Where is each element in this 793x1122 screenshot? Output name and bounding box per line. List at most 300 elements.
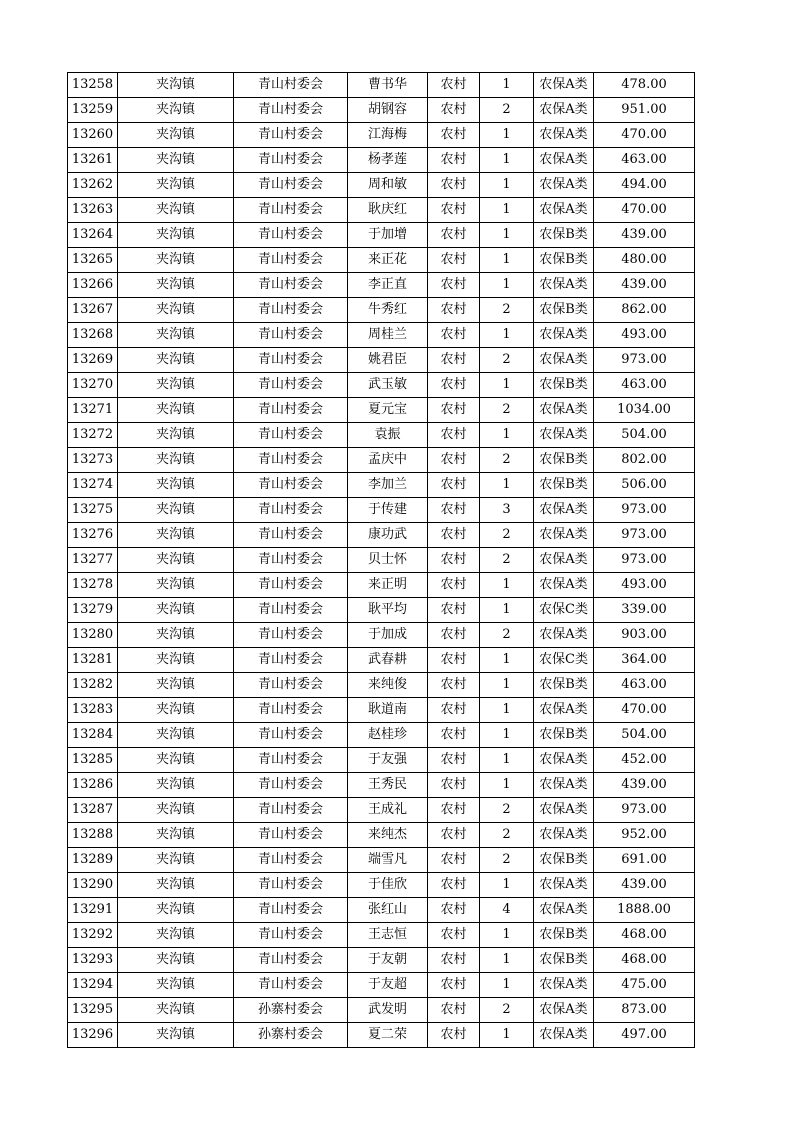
village-committee-cell: 孙寨村委会: [234, 1023, 348, 1048]
amount-cell: 470.00: [594, 123, 695, 148]
record-id-cell: 13296: [68, 1023, 118, 1048]
town-cell: 夹沟镇: [118, 998, 234, 1023]
record-id-cell: 13287: [68, 798, 118, 823]
village-committee-cell: 青山村委会: [234, 423, 348, 448]
table-row: [68, 498, 695, 523]
village-committee-cell: 青山村委会: [234, 498, 348, 523]
person-name-cell: 江海梅: [348, 123, 428, 148]
village-committee-cell: 青山村委会: [234, 723, 348, 748]
table-row: [68, 548, 695, 573]
amount-cell: 480.00: [594, 248, 695, 273]
person-name-cell: 牛秀红: [348, 298, 428, 323]
amount-cell: 504.00: [594, 423, 695, 448]
person-name-cell: 王成礼: [348, 798, 428, 823]
record-id-cell: 13295: [68, 998, 118, 1023]
household-type-cell: 农村: [428, 823, 480, 848]
village-committee-cell: 青山村委会: [234, 123, 348, 148]
village-committee-cell: 青山村委会: [234, 698, 348, 723]
record-id-cell: 13267: [68, 298, 118, 323]
amount-cell: 470.00: [594, 198, 695, 223]
village-committee-cell: 青山村委会: [234, 373, 348, 398]
village-committee-cell: 青山村委会: [234, 648, 348, 673]
insurance-class-cell: 农保A类: [534, 198, 594, 223]
household-type-cell: 农村: [428, 173, 480, 198]
amount-cell: 973.00: [594, 523, 695, 548]
amount-cell: 439.00: [594, 873, 695, 898]
town-cell: 夹沟镇: [118, 573, 234, 598]
person-name-cell: 武春耕: [348, 648, 428, 673]
person-name-cell: 于加增: [348, 223, 428, 248]
record-id-cell: 13293: [68, 948, 118, 973]
record-id-cell: 13262: [68, 173, 118, 198]
person-name-cell: 夏元宝: [348, 398, 428, 423]
village-committee-cell: 青山村委会: [234, 473, 348, 498]
member-count-cell: 1: [480, 748, 534, 773]
insurance-class-cell: 农保B类: [534, 248, 594, 273]
village-committee-cell: 青山村委会: [234, 873, 348, 898]
insurance-class-cell: 农保C类: [534, 648, 594, 673]
record-id-cell: 13278: [68, 573, 118, 598]
record-id-cell: 13275: [68, 498, 118, 523]
amount-cell: 903.00: [594, 623, 695, 648]
village-committee-cell: 青山村委会: [234, 623, 348, 648]
table-row: [68, 523, 695, 548]
record-id-cell: 13261: [68, 148, 118, 173]
amount-cell: 973.00: [594, 498, 695, 523]
person-name-cell: 曹书华: [348, 73, 428, 98]
record-id-cell: 13273: [68, 448, 118, 473]
town-cell: 夹沟镇: [118, 373, 234, 398]
household-type-cell: 农村: [428, 73, 480, 98]
records-table: [67, 72, 695, 1048]
record-id-cell: 13271: [68, 398, 118, 423]
town-cell: 夹沟镇: [118, 673, 234, 698]
amount-cell: 493.00: [594, 323, 695, 348]
records-table-body: [68, 73, 695, 1048]
amount-cell: 463.00: [594, 673, 695, 698]
village-committee-cell: 青山村委会: [234, 173, 348, 198]
town-cell: 夹沟镇: [118, 523, 234, 548]
member-count-cell: 1: [480, 123, 534, 148]
household-type-cell: 农村: [428, 898, 480, 923]
person-name-cell: 武玉敏: [348, 373, 428, 398]
insurance-class-cell: 农保A类: [534, 773, 594, 798]
table-row: [68, 123, 695, 148]
town-cell: 夹沟镇: [118, 973, 234, 998]
insurance-class-cell: 农保A类: [534, 998, 594, 1023]
town-cell: 夹沟镇: [118, 698, 234, 723]
household-type-cell: 农村: [428, 773, 480, 798]
record-id-cell: 13280: [68, 623, 118, 648]
member-count-cell: 1: [480, 973, 534, 998]
insurance-class-cell: 农保A类: [534, 698, 594, 723]
amount-cell: 691.00: [594, 848, 695, 873]
member-count-cell: 1: [480, 473, 534, 498]
amount-cell: 497.00: [594, 1023, 695, 1048]
household-type-cell: 农村: [428, 498, 480, 523]
household-type-cell: 农村: [428, 973, 480, 998]
table-row: [68, 373, 695, 398]
amount-cell: 873.00: [594, 998, 695, 1023]
household-type-cell: 农村: [428, 298, 480, 323]
person-name-cell: 耿庆红: [348, 198, 428, 223]
insurance-class-cell: 农保A类: [534, 348, 594, 373]
table-row: [68, 248, 695, 273]
table-row: [68, 648, 695, 673]
member-count-cell: 1: [480, 773, 534, 798]
person-name-cell: 于佳欣: [348, 873, 428, 898]
household-type-cell: 农村: [428, 473, 480, 498]
amount-cell: 802.00: [594, 448, 695, 473]
person-name-cell: 李正直: [348, 273, 428, 298]
member-count-cell: 1: [480, 223, 534, 248]
person-name-cell: 周和敏: [348, 173, 428, 198]
member-count-cell: 1: [480, 248, 534, 273]
table-row: [68, 673, 695, 698]
town-cell: 夹沟镇: [118, 398, 234, 423]
table-row: [68, 73, 695, 98]
village-committee-cell: 青山村委会: [234, 323, 348, 348]
member-count-cell: 1: [480, 73, 534, 98]
person-name-cell: 于友朝: [348, 948, 428, 973]
table-row: [68, 998, 695, 1023]
table-row: [68, 148, 695, 173]
record-id-cell: 13259: [68, 98, 118, 123]
household-type-cell: 农村: [428, 373, 480, 398]
town-cell: 夹沟镇: [118, 448, 234, 473]
town-cell: 夹沟镇: [118, 273, 234, 298]
village-committee-cell: 青山村委会: [234, 223, 348, 248]
record-id-cell: 13263: [68, 198, 118, 223]
insurance-class-cell: 农保A类: [534, 323, 594, 348]
insurance-class-cell: 农保A类: [534, 73, 594, 98]
household-type-cell: 农村: [428, 648, 480, 673]
household-type-cell: 农村: [428, 348, 480, 373]
town-cell: 夹沟镇: [118, 348, 234, 373]
member-count-cell: 1: [480, 948, 534, 973]
insurance-class-cell: 农保A类: [534, 98, 594, 123]
household-type-cell: 农村: [428, 323, 480, 348]
person-name-cell: 于传建: [348, 498, 428, 523]
member-count-cell: 2: [480, 798, 534, 823]
insurance-class-cell: 农保A类: [534, 523, 594, 548]
insurance-class-cell: 农保B类: [534, 298, 594, 323]
member-count-cell: 2: [480, 823, 534, 848]
table-row: [68, 273, 695, 298]
person-name-cell: 王志恒: [348, 923, 428, 948]
person-name-cell: 来正明: [348, 573, 428, 598]
record-id-cell: 13277: [68, 548, 118, 573]
member-count-cell: 1: [480, 923, 534, 948]
town-cell: 夹沟镇: [118, 123, 234, 148]
person-name-cell: 于友强: [348, 748, 428, 773]
table-row: [68, 448, 695, 473]
insurance-class-cell: 农保A类: [534, 173, 594, 198]
amount-cell: 463.00: [594, 148, 695, 173]
amount-cell: 862.00: [594, 298, 695, 323]
person-name-cell: 张红山: [348, 898, 428, 923]
member-count-cell: 2: [480, 448, 534, 473]
household-type-cell: 农村: [428, 598, 480, 623]
person-name-cell: 来正花: [348, 248, 428, 273]
table-row: [68, 948, 695, 973]
amount-cell: 439.00: [594, 773, 695, 798]
household-type-cell: 农村: [428, 398, 480, 423]
household-type-cell: 农村: [428, 948, 480, 973]
person-name-cell: 康功武: [348, 523, 428, 548]
table-row: [68, 173, 695, 198]
insurance-class-cell: 农保B类: [534, 673, 594, 698]
amount-cell: 1034.00: [594, 398, 695, 423]
member-count-cell: 1: [480, 148, 534, 173]
village-committee-cell: 孙寨村委会: [234, 998, 348, 1023]
insurance-class-cell: 农保A类: [534, 873, 594, 898]
amount-cell: 1888.00: [594, 898, 695, 923]
household-type-cell: 农村: [428, 848, 480, 873]
village-committee-cell: 青山村委会: [234, 398, 348, 423]
amount-cell: 494.00: [594, 173, 695, 198]
member-count-cell: 3: [480, 498, 534, 523]
table-row: [68, 848, 695, 873]
village-committee-cell: 青山村委会: [234, 548, 348, 573]
member-count-cell: 4: [480, 898, 534, 923]
member-count-cell: 1: [480, 698, 534, 723]
village-committee-cell: 青山村委会: [234, 448, 348, 473]
household-type-cell: 农村: [428, 923, 480, 948]
town-cell: 夹沟镇: [118, 73, 234, 98]
record-id-cell: 13279: [68, 598, 118, 623]
table-row: [68, 473, 695, 498]
table-row: [68, 798, 695, 823]
record-id-cell: 13264: [68, 223, 118, 248]
record-id-cell: 13265: [68, 248, 118, 273]
member-count-cell: 2: [480, 398, 534, 423]
village-committee-cell: 青山村委会: [234, 573, 348, 598]
amount-cell: 463.00: [594, 373, 695, 398]
amount-cell: 468.00: [594, 948, 695, 973]
insurance-class-cell: 农保B类: [534, 448, 594, 473]
person-name-cell: 王秀民: [348, 773, 428, 798]
household-type-cell: 农村: [428, 1023, 480, 1048]
member-count-cell: 2: [480, 298, 534, 323]
town-cell: 夹沟镇: [118, 148, 234, 173]
household-type-cell: 农村: [428, 148, 480, 173]
member-count-cell: 1: [480, 373, 534, 398]
town-cell: 夹沟镇: [118, 323, 234, 348]
record-id-cell: 13274: [68, 473, 118, 498]
member-count-cell: 2: [480, 998, 534, 1023]
table-row: [68, 398, 695, 423]
record-id-cell: 13292: [68, 923, 118, 948]
table-row: [68, 1023, 695, 1048]
amount-cell: 452.00: [594, 748, 695, 773]
amount-cell: 504.00: [594, 723, 695, 748]
table-row: [68, 723, 695, 748]
household-type-cell: 农村: [428, 423, 480, 448]
table-row: [68, 223, 695, 248]
town-cell: 夹沟镇: [118, 648, 234, 673]
household-type-cell: 农村: [428, 798, 480, 823]
town-cell: 夹沟镇: [118, 173, 234, 198]
person-name-cell: 杨孝莲: [348, 148, 428, 173]
member-count-cell: 2: [480, 848, 534, 873]
amount-cell: 475.00: [594, 973, 695, 998]
village-committee-cell: 青山村委会: [234, 348, 348, 373]
member-count-cell: 1: [480, 648, 534, 673]
table-row: [68, 773, 695, 798]
insurance-class-cell: 农保A类: [534, 423, 594, 448]
member-count-cell: 1: [480, 423, 534, 448]
person-name-cell: 赵桂珍: [348, 723, 428, 748]
amount-cell: 439.00: [594, 223, 695, 248]
insurance-class-cell: 农保B类: [534, 948, 594, 973]
town-cell: 夹沟镇: [118, 548, 234, 573]
table-row: [68, 198, 695, 223]
record-id-cell: 13270: [68, 373, 118, 398]
person-name-cell: 于友超: [348, 973, 428, 998]
household-type-cell: 农村: [428, 248, 480, 273]
village-committee-cell: 青山村委会: [234, 773, 348, 798]
village-committee-cell: 青山村委会: [234, 798, 348, 823]
insurance-class-cell: 农保A类: [534, 823, 594, 848]
town-cell: 夹沟镇: [118, 298, 234, 323]
record-id-cell: 13258: [68, 73, 118, 98]
person-name-cell: 姚君臣: [348, 348, 428, 373]
record-id-cell: 13281: [68, 648, 118, 673]
town-cell: 夹沟镇: [118, 848, 234, 873]
household-type-cell: 农村: [428, 223, 480, 248]
village-committee-cell: 青山村委会: [234, 273, 348, 298]
insurance-class-cell: 农保C类: [534, 598, 594, 623]
member-count-cell: 2: [480, 623, 534, 648]
amount-cell: 973.00: [594, 798, 695, 823]
insurance-class-cell: 农保A类: [534, 748, 594, 773]
household-type-cell: 农村: [428, 198, 480, 223]
household-type-cell: 农村: [428, 673, 480, 698]
record-id-cell: 13272: [68, 423, 118, 448]
village-committee-cell: 青山村委会: [234, 248, 348, 273]
insurance-class-cell: 农保A类: [534, 623, 594, 648]
table-row: [68, 323, 695, 348]
amount-cell: 364.00: [594, 648, 695, 673]
amount-cell: 973.00: [594, 548, 695, 573]
amount-cell: 470.00: [594, 698, 695, 723]
record-id-cell: 13285: [68, 748, 118, 773]
town-cell: 夹沟镇: [118, 498, 234, 523]
insurance-class-cell: 农保A类: [534, 573, 594, 598]
insurance-class-cell: 农保B类: [534, 473, 594, 498]
town-cell: 夹沟镇: [118, 898, 234, 923]
table-row: [68, 748, 695, 773]
household-type-cell: 农村: [428, 623, 480, 648]
person-name-cell: 于加成: [348, 623, 428, 648]
record-id-cell: 13282: [68, 673, 118, 698]
table-row: [68, 598, 695, 623]
town-cell: 夹沟镇: [118, 773, 234, 798]
town-cell: 夹沟镇: [118, 598, 234, 623]
table-row: [68, 898, 695, 923]
village-committee-cell: 青山村委会: [234, 673, 348, 698]
town-cell: 夹沟镇: [118, 723, 234, 748]
insurance-class-cell: 农保A类: [534, 273, 594, 298]
village-committee-cell: 青山村委会: [234, 148, 348, 173]
member-count-cell: 1: [480, 873, 534, 898]
record-id-cell: 13289: [68, 848, 118, 873]
insurance-class-cell: 农保A类: [534, 498, 594, 523]
member-count-cell: 1: [480, 173, 534, 198]
amount-cell: 339.00: [594, 598, 695, 623]
village-committee-cell: 青山村委会: [234, 598, 348, 623]
person-name-cell: 端雪凡: [348, 848, 428, 873]
town-cell: 夹沟镇: [118, 1023, 234, 1048]
record-id-cell: 13284: [68, 723, 118, 748]
village-committee-cell: 青山村委会: [234, 98, 348, 123]
record-id-cell: 13276: [68, 523, 118, 548]
person-name-cell: 李加兰: [348, 473, 428, 498]
village-committee-cell: 青山村委会: [234, 898, 348, 923]
insurance-class-cell: 农保A类: [534, 123, 594, 148]
village-committee-cell: 青山村委会: [234, 748, 348, 773]
table-row: [68, 298, 695, 323]
table-row: [68, 698, 695, 723]
member-count-cell: 1: [480, 273, 534, 298]
town-cell: 夹沟镇: [118, 873, 234, 898]
member-count-cell: 2: [480, 348, 534, 373]
town-cell: 夹沟镇: [118, 798, 234, 823]
person-name-cell: 周桂兰: [348, 323, 428, 348]
village-committee-cell: 青山村委会: [234, 523, 348, 548]
member-count-cell: 1: [480, 598, 534, 623]
insurance-class-cell: 农保B类: [534, 223, 594, 248]
village-committee-cell: 青山村委会: [234, 823, 348, 848]
record-id-cell: 13260: [68, 123, 118, 148]
household-type-cell: 农村: [428, 748, 480, 773]
amount-cell: 468.00: [594, 923, 695, 948]
household-type-cell: 农村: [428, 273, 480, 298]
member-count-cell: 1: [480, 723, 534, 748]
insurance-class-cell: 农保B类: [534, 848, 594, 873]
town-cell: 夹沟镇: [118, 473, 234, 498]
member-count-cell: 2: [480, 548, 534, 573]
record-id-cell: 13286: [68, 773, 118, 798]
amount-cell: 506.00: [594, 473, 695, 498]
person-name-cell: 武发明: [348, 998, 428, 1023]
insurance-class-cell: 农保B类: [534, 923, 594, 948]
town-cell: 夹沟镇: [118, 623, 234, 648]
household-type-cell: 农村: [428, 998, 480, 1023]
person-name-cell: 来纯俊: [348, 673, 428, 698]
village-committee-cell: 青山村委会: [234, 923, 348, 948]
record-id-cell: 13291: [68, 898, 118, 923]
insurance-class-cell: 农保A类: [534, 798, 594, 823]
household-type-cell: 农村: [428, 448, 480, 473]
town-cell: 夹沟镇: [118, 823, 234, 848]
table-row: [68, 923, 695, 948]
amount-cell: 952.00: [594, 823, 695, 848]
household-type-cell: 农村: [428, 123, 480, 148]
person-name-cell: 孟庆中: [348, 448, 428, 473]
insurance-class-cell: 农保A类: [534, 398, 594, 423]
household-type-cell: 农村: [428, 573, 480, 598]
amount-cell: 951.00: [594, 98, 695, 123]
town-cell: 夹沟镇: [118, 948, 234, 973]
household-type-cell: 农村: [428, 723, 480, 748]
village-committee-cell: 青山村委会: [234, 848, 348, 873]
table-row: [68, 623, 695, 648]
insurance-class-cell: 农保A类: [534, 148, 594, 173]
person-name-cell: 来纯杰: [348, 823, 428, 848]
insurance-class-cell: 农保A类: [534, 973, 594, 998]
